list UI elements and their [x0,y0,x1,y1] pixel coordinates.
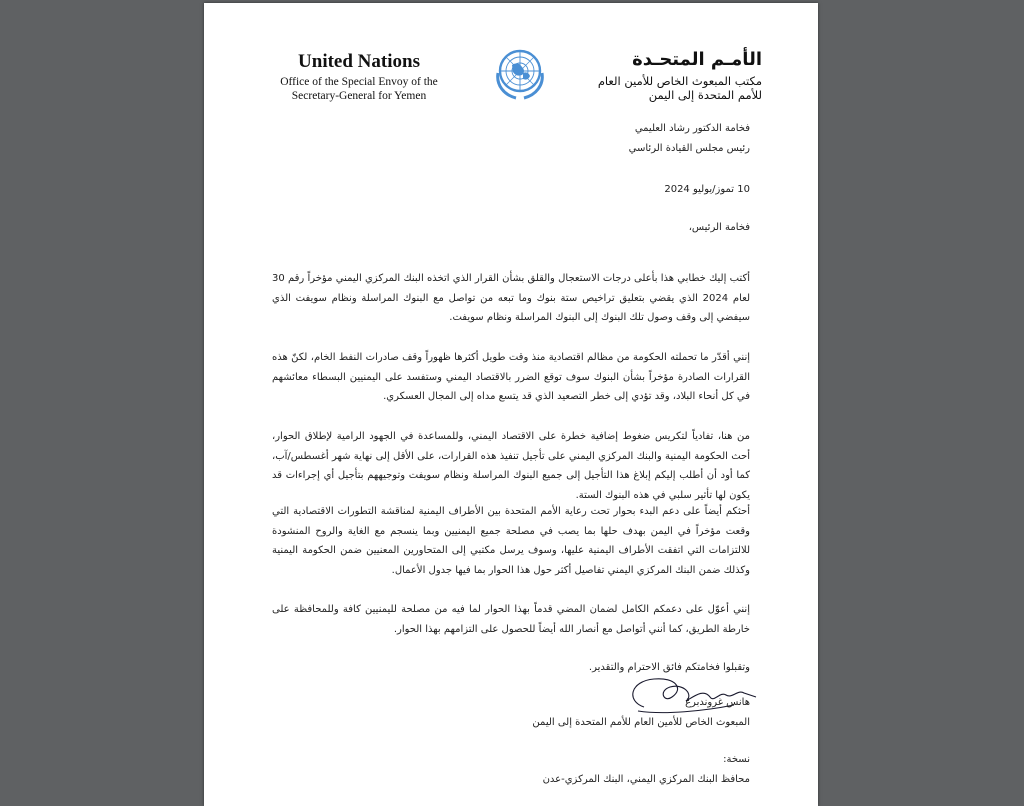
letter-date: 10 تموز/يوليو 2024 [664,184,750,195]
org-name-en: United Nations [298,51,420,72]
cc-recipient: محافظ البنك المركزي اليمني، البنك المركزي-عدن [542,774,750,785]
paragraph-5: إنني أعوّل على دعمكم الكامل لضمان المضي قدماً بهذا الحوار لما فيه من مصلحة لليمنيين كافة وللمحافظة على خارطة الطريق، كما أنني أتواصل مع أنصار الله أيضاً للحصول على التزامهم بهذا الحوار. [272,604,750,635]
closing-line: وتقبلوا فخامتكم فائق الاحترام والتقدير. [588,662,750,673]
signer-name: هانس غروندبرغ [685,697,750,708]
recipient-title: رئيس مجلس القيادة الرئاسي [628,142,750,154]
org-name-ar: الأمـم المتحـدة [632,49,762,70]
office-line1-en: Office of the Special Envoy of the [280,76,438,88]
office-line1-ar: مكتب المبعوث الخاص للأمين العام [597,74,762,88]
letter-page [204,3,818,806]
recipient-name: فخامة الدكتور رشاد العليمي [634,123,750,134]
signer-title: المبعوث الخاص للأمين العام للأمم المتحدة إلى اليمن [532,717,750,728]
recipient-block [629,119,750,158]
un-emblem-icon [490,43,550,103]
office-line2-en: Secretary-General for Yemen [291,90,427,102]
cc-label: نسخة: [723,754,750,765]
paragraph-4: أحثكم أيضاً على دعم البدء بحوار تحت رعاية الأمم المتحدة بين الأطراف اليمنية لمناقشة التطورات الاقتصادية التي وقعت مؤخراً في اليمن بهدف حلها بما يصب في مصلحة جميع اليمنيين وبما ينسجم مع الغاية والروح المنشودة للالتزامات التي اتفقت الأطراف اليمنية عليها، وسوف يرسل مكتبي إلى المتحاورين المعنيين ضمن الحكومة اليمنية وكذلك ضمن البنك المركزي اليمني تفاصيل أكثر حول هذا الحوار بما فيها جدول الأعمال. [272,506,750,576]
paragraph-2: إنني أقدّر ما تحملته الحكومة من مظالم اقتصادية منذ وقت طويل أكثرها ظهوراً وقف صادرات النفط الخام، لكنّ هذه القرارات الصادرة مؤخراً بشأن البنوك سوف توقع الضرر بالاقتصاد اليمني وستفسد على اليمنيين البسطاء معائشهم في كل أنحاء البلاد، وقد تؤدي إلى خطر التصعيد الذي قد يتسع مداه إلى المجال العسكري. [272,352,750,402]
header-english [274,51,444,103]
salutation: فخامة الرئيس، [688,222,750,233]
paragraph-1: أكتب إليك خطابي هذا بأعلى درجات الاستعجال والقلق بشأن القرار الذي اتخذه البنك المركزي اليمني مؤخراً رقم 30 لعام 2024 الذي يقضي بتعليق تراخيص ستة بنوك وما تبعه من تواصل مع البنوك المراسلة ونظام سويفت الذي سيفضي إلى وقف وصول تلك البنوك إلى البنوك المراسلة ونظام سويفت. [272,273,750,323]
office-line2-ar: للأمم المتحدة إلى اليمن [648,88,762,102]
header-arabic [562,49,762,102]
paragraph-3: من هنا، تفادياً لتكريس ضغوط إضافية خطرة على الاقتصاد اليمني، وللمساعدة في الجهود الرامية لإطلاق الحوار، أحث الحكومة اليمنية والبنك المركزي اليمني على تأجيل تنفيذ هذه القرارات، على الأقل إلى نهاية شهر أغسطس/آب، كما أود أن أطلب إليكم إبلاغ هذا التأجيل إلى جميع البنوك المراسلة ونظام سويفت وتوجيههم بتأجيل أي إجراءات قد يكون لها تأثير سلبي في هذه البنوك الستة. [272,431,750,501]
